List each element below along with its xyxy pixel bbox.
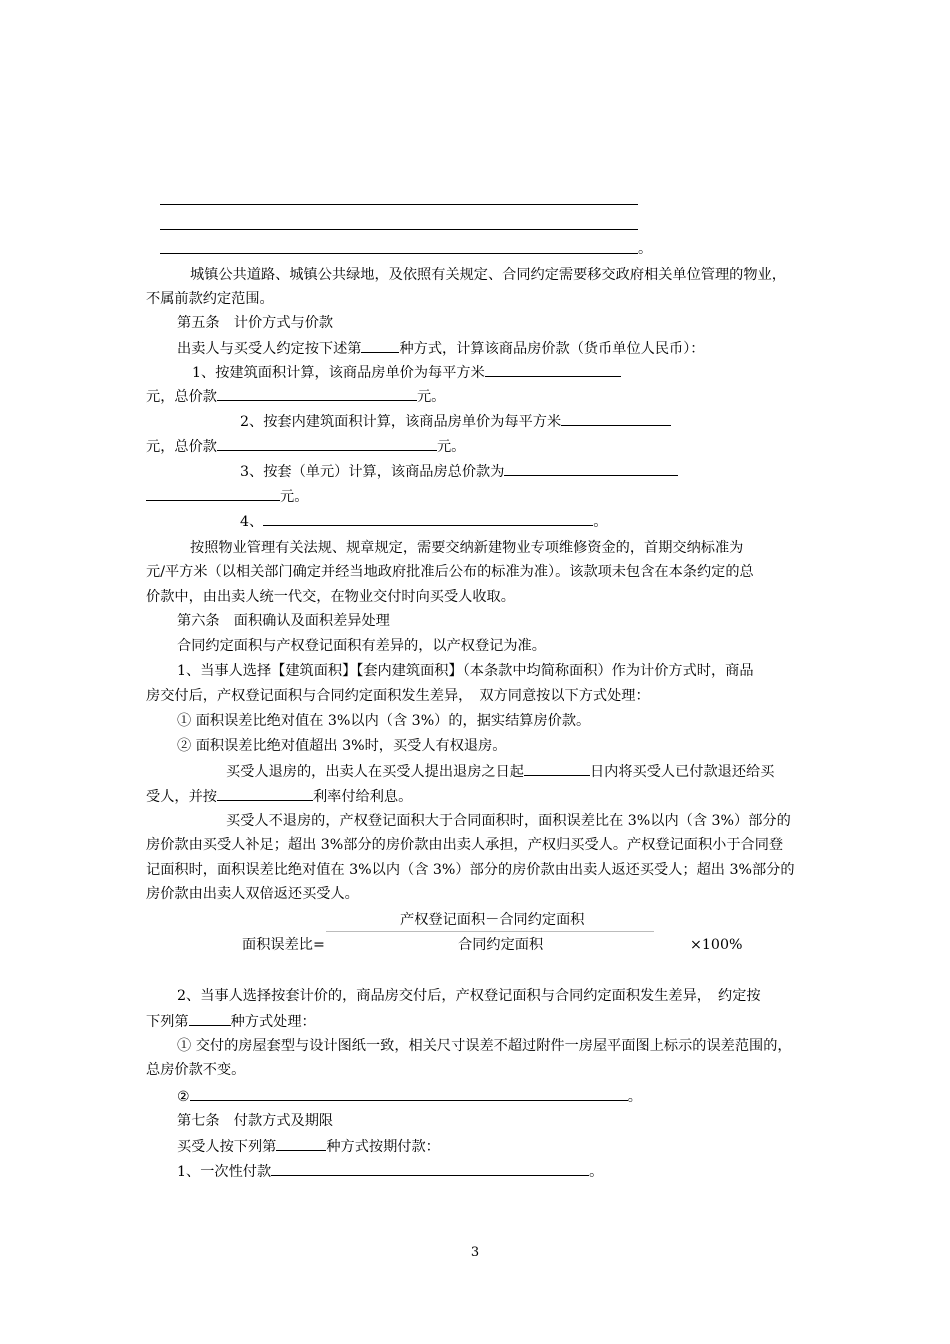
text: 元。 — [436, 439, 466, 455]
blank-line — [160, 229, 638, 230]
blank-field — [271, 1160, 589, 1176]
text-line — [240, 460, 678, 483]
text: 种方式处理： — [230, 1014, 316, 1030]
text-line: ① 交付的房屋套型与设计图纸一致，相关尺寸误差不超过附件一房屋平面图上标示的误差范围的， — [177, 1038, 792, 1054]
blank-line — [160, 253, 638, 254]
formula-numerator: 产权登记面积－合同约定面积 — [400, 912, 585, 928]
page-number: 3 — [470, 1245, 480, 1260]
text-line: 。 — [638, 241, 653, 257]
text-line — [177, 337, 704, 360]
text-line: 按照物业管理有关法规、规章规定，需要交纳新建物业专项维修资金的，首期交纳标准为 — [190, 540, 744, 556]
blank-field — [217, 385, 417, 401]
text-line: 价款中，由出卖人统一代交，在物业交付时向买受人收取。 — [146, 589, 515, 605]
text-line — [146, 435, 465, 458]
text: 。 — [593, 514, 608, 530]
blank-line — [160, 204, 638, 205]
blank-field — [504, 460, 678, 476]
formula-multiplier: ×100% — [690, 937, 743, 953]
blank-field — [263, 510, 593, 526]
blank-field — [189, 1010, 231, 1026]
article-heading: 第五条 计价方式与价款 — [177, 315, 334, 331]
article-heading: 第七条 付款方式及期限 — [177, 1113, 334, 1129]
text-line: 总房价款不变。 — [146, 1062, 246, 1078]
text-line: 2、当事人选择按套计价的，商品房交付后，产权登记面积与合同约定面积发生差异， 约定按 — [177, 988, 761, 1004]
text-line: 房交付后，产权登记面积与合同约定面积发生差异， 双方同意按以下方式处理： — [146, 688, 650, 704]
formula-denominator: 合同约定面积 — [458, 937, 544, 953]
text-line — [240, 510, 607, 533]
text-line: 不属前款约定范围。 — [146, 291, 274, 307]
text: 元，总价款 — [146, 439, 217, 455]
text: 下列第 — [146, 1014, 189, 1030]
text: 2、按套内建筑面积计算，该商品房单价为每平方米 — [240, 414, 562, 430]
blank-field — [190, 1085, 628, 1101]
text-line — [177, 1085, 642, 1108]
blank-field — [217, 435, 437, 451]
text-line — [177, 1160, 603, 1183]
text-line: 买受人不退房的，产权登记面积大于合同面积时，面积误差比在 3%以内（含 3%）部分的 — [226, 813, 791, 829]
blank-field — [524, 760, 590, 776]
text-line — [240, 410, 671, 433]
text-line: 元/平方米（以相关部门确定并经当地政府批准后公布的标准为准）。该款项未包含在本条约定的总 — [146, 564, 754, 580]
text-line: 房价款由出卖人双倍返还买受人。 — [146, 886, 359, 902]
text: 受人，并按 — [146, 789, 217, 805]
text-line: 记面积时，面积误差比绝对值在 3%以内（含 3%）部分的房价款由出卖人返还买受人；超出 3%部分的 — [146, 862, 795, 878]
blank-field — [485, 361, 621, 377]
text: 1、一次性付款 — [177, 1164, 272, 1180]
text: 元，总价款 — [146, 389, 217, 405]
text-line — [146, 385, 445, 408]
text-line: 合同约定面积与产权登记面积有差异的，以产权登记为准。 — [177, 638, 546, 654]
text-line: 城镇公共道路、城镇公共绿地，及依照有关规定、合同约定需要移交政府相关单位管理的物业， — [190, 267, 786, 283]
text-line — [146, 485, 308, 508]
blank-field — [146, 485, 280, 501]
text: ② — [177, 1089, 190, 1105]
text-line: 1、当事人选择【建筑面积】【套内建筑面积】（本条款中均简称面积）作为计价方式时，商品 — [177, 663, 754, 679]
text-line — [177, 1135, 440, 1158]
text: 3、按套（单元）计算，该商品房总价款为 — [240, 464, 505, 480]
text-line — [146, 785, 412, 808]
text-line — [146, 1010, 316, 1033]
text: 种方式按期付款： — [326, 1139, 440, 1155]
text-line: 房价款由买受人补足；超出 3%部分的房价款由出卖人承担，产权归买受人。产权登记面积小于合同登 — [146, 837, 784, 853]
text: 利率付给利息。 — [312, 789, 413, 805]
text: 元。 — [416, 389, 446, 405]
text: 日内将买受人已付款退还给买 — [589, 764, 775, 780]
formula-label: 面积误差比= — [242, 937, 325, 953]
text-line: ① 面积误差比绝对值在 3%以内（含 3%）的，据实结算房价款。 — [177, 713, 591, 729]
blank-field — [561, 410, 671, 426]
fraction-bar — [326, 931, 654, 932]
text: 出卖人与买受人约定按下述第 — [177, 341, 362, 357]
text-line — [192, 361, 621, 384]
text: 买受人退房的，出卖人在买受人提出退房之日起 — [226, 764, 524, 780]
text: 。 — [627, 1089, 642, 1105]
text: 4、 — [240, 514, 264, 530]
article-heading: 第六条 面积确认及面积差异处理 — [177, 613, 390, 629]
text: 1、按建筑面积计算，该商品房单价为每平方米 — [192, 365, 485, 381]
blank-field — [361, 337, 399, 353]
text: 买受人按下列第 — [177, 1139, 277, 1155]
text: 。 — [589, 1164, 604, 1180]
text: 元。 — [280, 489, 309, 505]
blank-field — [276, 1135, 326, 1151]
text: 种方式，计算该商品房价款（货币单位人民币）： — [399, 341, 705, 357]
text-line: ② 面积误差比绝对值超出 3%时，买受人有权退房。 — [177, 738, 507, 754]
text-line — [226, 760, 774, 783]
blank-field — [217, 785, 313, 801]
